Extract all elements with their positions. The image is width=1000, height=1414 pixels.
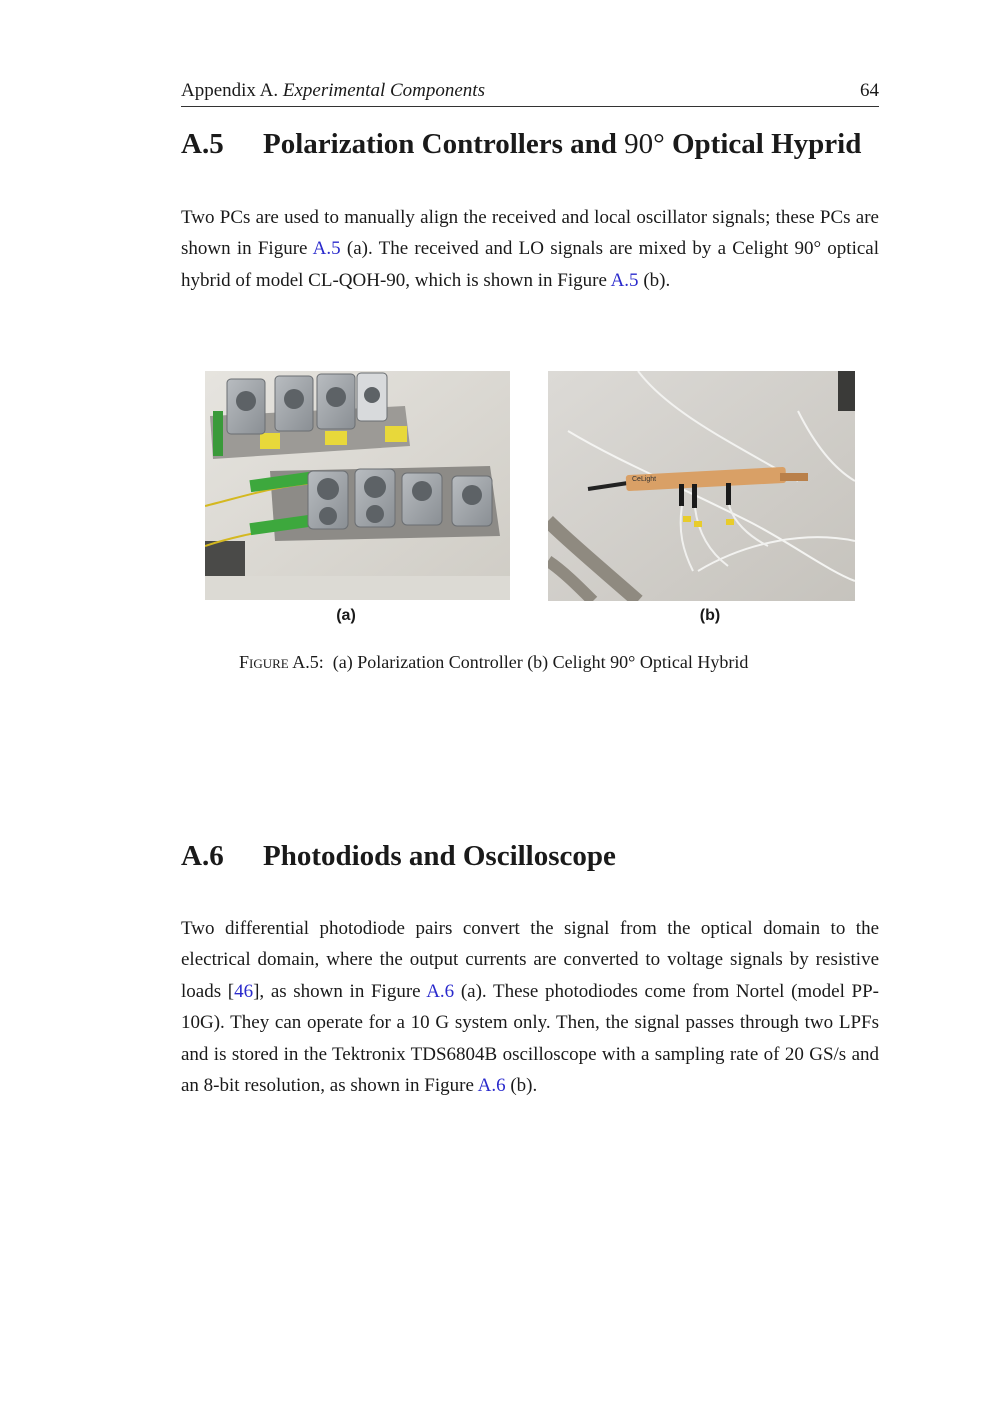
section-a6-paragraph [181, 913, 879, 1101]
device-brand-label: CeLight [632, 476, 657, 483]
optical-hybrid-image [548, 371, 855, 601]
header-chapter-title: Experimental Components [282, 80, 485, 101]
section-a6-title: Photodiods and Oscilloscope [263, 840, 616, 872]
figure-a6-link-1[interactable]: A.6 [426, 980, 455, 1002]
section-a5-number: A.5 [181, 128, 224, 160]
figure-caption-label: Figure A.5: [239, 652, 324, 672]
a6-text-2: ], as shown in Figure [253, 980, 427, 1002]
photo-polarization-controller [205, 371, 510, 600]
section-a5-paragraph [181, 202, 879, 296]
citation-46-link[interactable]: 46 [234, 980, 254, 1002]
photo-optical-hybrid [548, 371, 855, 601]
polarization-controller-image [205, 371, 510, 600]
section-a5-heading [181, 128, 861, 161]
section-a5-title-post: Optical Hyprid [664, 128, 862, 160]
page-number: 64 [860, 80, 879, 101]
section-a6-heading [181, 840, 616, 873]
a5-text-2: (a). The received and LO signals are mixed by a Celight 90° optical hybrid of model CL-QOH-90, which is shown in Figure [181, 238, 879, 291]
a6-text-3: (a). These photodiodes come from Nortel (model PP-10G). They can operate for a 10 G system only. Then, the signal passes through two LPFs and is stored in the Tektronix TDS6804B oscilloscope with a sampling rate of 20 GS/s and an 8-bit resolution, as shown in Figure [181, 980, 879, 1097]
header-chapter-label: Appendix A. [181, 80, 279, 101]
figure-a5-link-1[interactable]: A.5 [312, 238, 341, 260]
subfigure-label-a: (a) [336, 607, 356, 624]
section-a5-title-pre: Polarization Controllers and [263, 128, 625, 160]
subfigure-label-b: (b) [699, 607, 721, 624]
a5-text-1: Two PCs are used to manually align the received and local oscillator signals; these PCs are shown in Figure [181, 207, 879, 260]
figure-a5-link-2[interactable]: A.5 [610, 269, 639, 291]
a6-text-1: Two differential photodiode pairs convert the signal from the optical domain to the electrical domain, where the output currents are converted to voltage signals by resistive loads [ [181, 918, 879, 1002]
a6-text-4: (b). [505, 1075, 538, 1097]
a5-text-3: (b). [638, 269, 671, 291]
figure-caption-text: (a) Polarization Controller (b) Celight 90° Optical Hybrid [332, 652, 749, 672]
header-chapter [181, 80, 485, 102]
running-header [181, 80, 879, 107]
figure-a6-link-2[interactable]: A.6 [477, 1075, 506, 1097]
section-a5-title-deg: 90° [624, 128, 665, 160]
figure-caption [181, 652, 1000, 673]
section-a6-number: A.6 [181, 840, 224, 872]
